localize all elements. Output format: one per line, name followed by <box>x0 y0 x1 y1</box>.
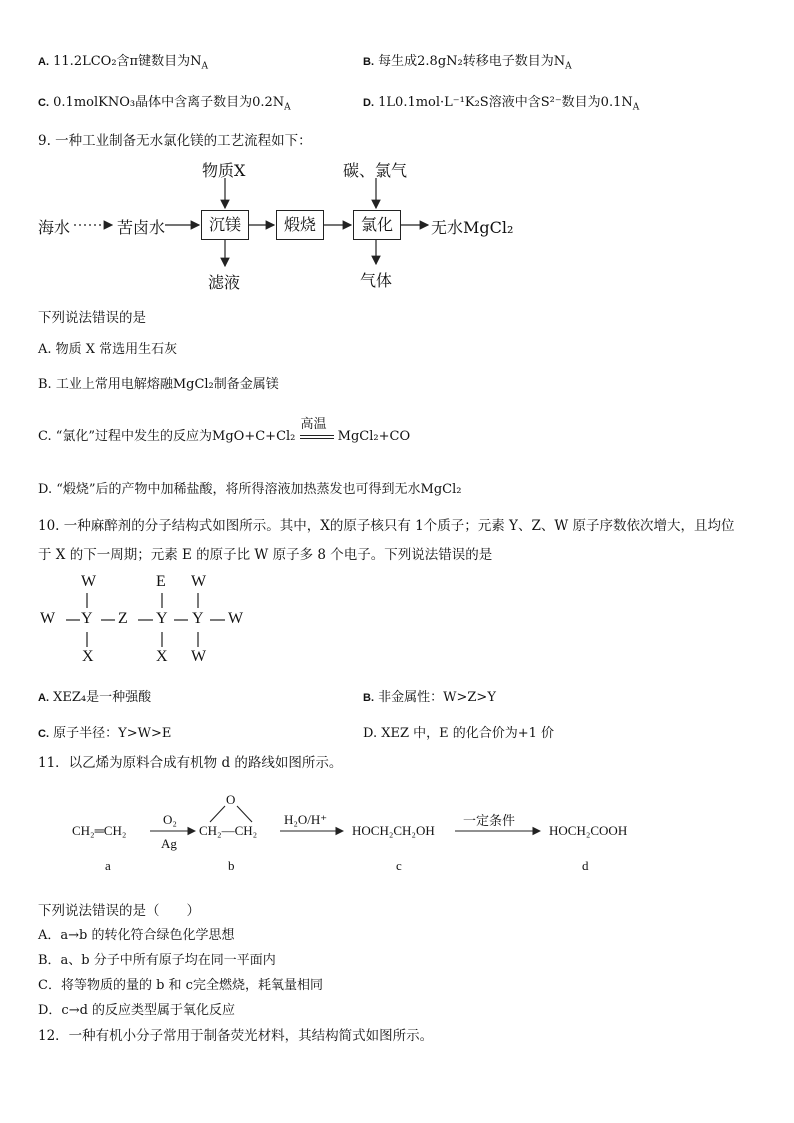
q8-option-b-label: B. <box>363 56 374 68</box>
q11-option-d: D．c→d 的反应类型属于氧化反应 <box>38 1003 236 1018</box>
q10-option-d: D. XEZ 中，E 的化合价为+1 价 <box>363 726 555 741</box>
flow-box-precipitate-mg: 沉镁 <box>201 210 249 240</box>
flow-seawater: 海水 <box>38 218 71 237</box>
arrow1-reagent: O₂ <box>163 812 177 827</box>
q11-ask: 下列说法错误的是（ ） <box>38 903 200 919</box>
reaction-arrows <box>0 780 794 900</box>
q8-option-c-text: 0.1molKNO₃晶体中含离子数目为0.2N <box>53 95 285 110</box>
q8-option-a-sub: A <box>201 61 208 72</box>
q10-option-c-label: C. <box>38 728 49 740</box>
q10-stem-line2: 于 X 的下一周期；元素 E 的原子比 W 原子多 8 个电子。下列说法错误的是 <box>38 547 493 563</box>
atom-w-bot3: W <box>191 648 207 665</box>
q9-stem: 9. 一种工业制备无水氯化镁的工艺流程如下： <box>38 133 312 149</box>
q10-option-c <box>38 722 171 741</box>
label-d: d <box>582 858 589 873</box>
compound-b: CH₂—CH₂ <box>199 823 258 838</box>
q9-option-c-condition: 高温 <box>300 416 327 432</box>
q9-option-d: D. “煅烧”后的产物中加稀盐酸，将所得溶液加热蒸发也可得到无水MgCl₂ <box>38 482 462 497</box>
atom-w-top1: W <box>81 573 97 590</box>
flow-output-gas: 气体 <box>360 271 393 290</box>
q10-option-b-text: 非金属性：W>Z>Y <box>378 690 496 705</box>
q11-option-a: A．a→b 的转化符合绿色化学思想 <box>38 928 235 943</box>
q9-option-c <box>38 416 411 444</box>
q9-option-c-eq-line-1 <box>300 435 334 436</box>
q9-option-a: A. 物质 X 常选用生石灰 <box>38 342 178 357</box>
q9-option-c-post: MgCl₂+CO <box>337 429 411 444</box>
flow-input-carbon-chlorine: 碳、氯气 <box>343 161 408 180</box>
atom-y3: Y <box>192 610 204 627</box>
q9-option-c-pre: C. “氯化”过程中发生的反应为MgO+C+Cl₂ <box>38 429 296 444</box>
q8-option-b-text: 每生成2.8gN₂转移电子数目为N <box>378 54 566 69</box>
label-b: b <box>228 858 235 873</box>
atom-z: Z <box>118 610 128 627</box>
q10-option-b <box>363 686 496 705</box>
q9-option-b: B. 工业上常用电解熔融MgCl₂制备金属镁 <box>38 377 279 392</box>
q9-ask: 下列说法错误的是 <box>38 310 146 326</box>
atom-w-right: W <box>228 610 244 627</box>
flow-output-filtrate: 滤液 <box>208 273 241 292</box>
q8-option-c-sub: A <box>284 102 291 113</box>
atom-y1: Y <box>81 610 93 627</box>
q8-option-c-label: C. <box>38 97 49 109</box>
q11-option-b: B．a、b 分子中所有原子均在同一平面内 <box>38 953 276 968</box>
atom-e-top: E <box>156 573 166 590</box>
flow-box-chlorinate: 氯化 <box>353 210 401 240</box>
q11-stem: 11．以乙烯为原料合成有机物 d 的路线如图所示。 <box>38 755 343 771</box>
flow-bittern: 苦卤水 <box>117 218 166 237</box>
compound-a: CH₂═CH₂ <box>72 823 127 838</box>
label-c: c <box>396 858 402 873</box>
q10-option-a <box>38 686 151 705</box>
arrow2-reagent: H₂O/H⁺ <box>284 812 328 827</box>
q8-option-a-label: A. <box>38 56 49 68</box>
q9-option-c-eq-line-2 <box>300 438 334 439</box>
q10-option-b-label: B. <box>363 692 374 704</box>
flow-input-x: 物质X <box>202 161 246 180</box>
arrow1-catalyst: Ag <box>161 836 177 851</box>
arrow3-condition: 一定条件 <box>463 813 516 828</box>
q8-option-d-text: 1L0.1mol·L⁻¹K₂S溶液中含S²⁻数目为0.1N <box>378 95 633 110</box>
compound-c: HOCH₂CH₂OH <box>352 823 435 838</box>
q10-option-a-text: XEZ₄是一种强酸 <box>53 690 152 705</box>
label-a: a <box>105 858 111 873</box>
atom-y2: Y <box>156 610 168 627</box>
flow-box-calcine: 煅烧 <box>276 210 324 240</box>
flow-arrows <box>0 0 794 300</box>
atom-w-left: W <box>40 610 56 627</box>
flow-product-text: 无水MgCl₂ <box>431 218 514 237</box>
q12-stem: 12．一种有机小分子常用于制备荧光材料，其结构简式如图所示。 <box>38 1028 434 1044</box>
q8-option-d-sub: A <box>632 102 640 113</box>
atom-w-top3: W <box>191 573 207 590</box>
compound-b-oxygen: O <box>226 792 236 807</box>
structure-bonds <box>30 565 290 675</box>
q11-option-c: C．将等物质的量的 b 和 c完全燃烧，耗氧量相同 <box>38 978 323 993</box>
q8-option-a-text: 11.2LCO₂含π键数目为N <box>53 54 202 69</box>
q9-option-c-arrow <box>300 416 334 444</box>
q10-option-a-label: A. <box>38 692 49 704</box>
atom-x-bot1: X <box>82 648 94 665</box>
compound-d: HOCH₂COOH <box>549 823 628 838</box>
q10-stem-line1: 10. 一种麻醉剂的分子结构式如图所示。其中，X的原子核只有 1个质子；元素 Y、Z、W 原子序数依次增大，且均位 <box>38 518 735 534</box>
q10-option-c-text: 原子半径：Y>W>E <box>53 726 172 741</box>
atom-x-bot2: X <box>156 648 168 665</box>
q8-option-d-label: D. <box>363 97 374 109</box>
q8-option-b-sub: A <box>565 61 572 72</box>
